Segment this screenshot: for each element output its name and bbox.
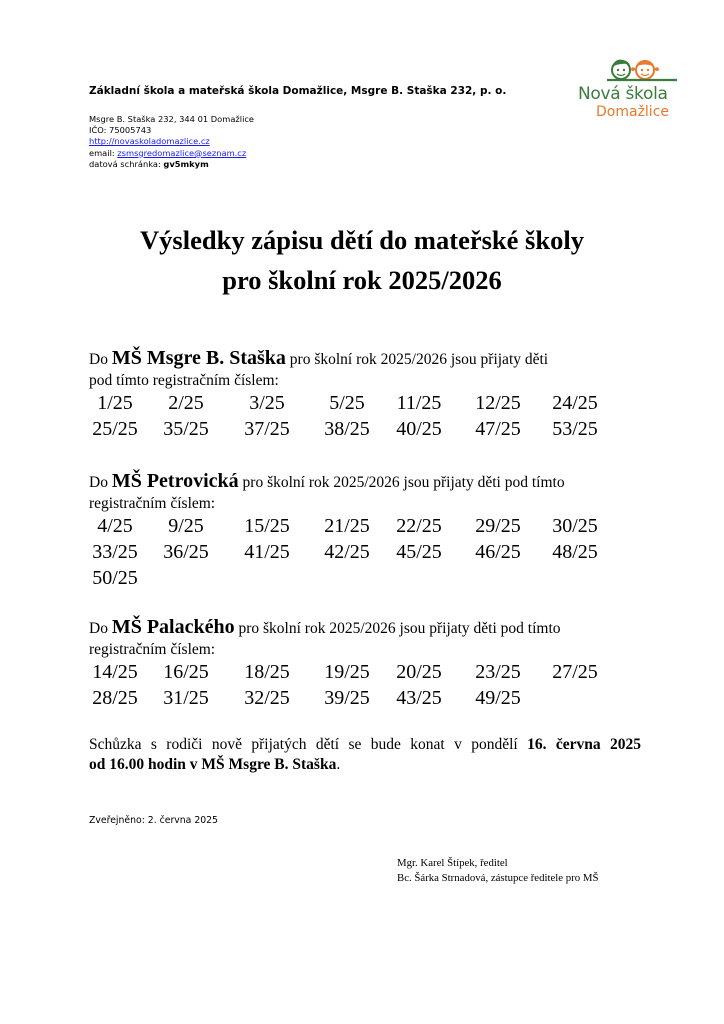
- registration-number: 28/25: [92, 687, 138, 709]
- web-link[interactable]: http://novaskoladomazlice.cz: [89, 136, 210, 147]
- registration-number: 33/25: [92, 541, 138, 563]
- registration-number: 1/25: [97, 392, 133, 414]
- registration-number: 48/25: [552, 541, 598, 563]
- registration-number: 22/25: [396, 515, 442, 537]
- registration-number: 40/25: [396, 418, 442, 440]
- page-title-line1: Výsledky zápisu dětí do mateřské školy: [140, 225, 584, 255]
- ico: IČO: 75005743: [89, 125, 152, 136]
- registration-number: 15/25: [244, 515, 290, 537]
- contact-block: [89, 114, 254, 170]
- registration-number: 42/25: [324, 541, 370, 563]
- kindergarten-name: MŠ Palackého: [111, 616, 235, 638]
- databox-label: datová schránka:: [89, 158, 164, 169]
- databox-line: [89, 159, 254, 170]
- registration-number: 16/25: [163, 661, 209, 683]
- email-label: email:: [89, 147, 118, 158]
- section-prefix: Do: [89, 474, 112, 491]
- registration-number: 3/25: [249, 392, 285, 414]
- logo-text-line2: Domažlice: [596, 104, 670, 120]
- meeting-text: Schůzka s rodiči nově přijatých dětí se bude konat v pondělí: [89, 736, 528, 753]
- kindergarten-name: MŠ Petrovická: [111, 470, 239, 492]
- registration-number: 38/25: [324, 418, 370, 440]
- registration-number: 35/25: [163, 418, 209, 440]
- registration-number: 41/25: [244, 541, 290, 563]
- section-intro-line1: [89, 616, 561, 639]
- registration-number: 23/25: [475, 661, 521, 683]
- registration-number: 43/25: [396, 687, 442, 709]
- registration-number: 18/25: [244, 661, 290, 683]
- section-intro-line1: [89, 470, 565, 493]
- meeting-date: 16. června 2025: [527, 736, 641, 753]
- section-intro-line2: pod tímto registračním číslem:: [89, 372, 279, 389]
- registration-number: 5/25: [329, 392, 365, 414]
- registration-number: 53/25: [552, 418, 598, 440]
- registration-number: 11/25: [396, 392, 442, 414]
- signature-deputy: Bc. Šárka Strnadová, zástupce ředitele pro MŠ: [397, 872, 599, 884]
- section-intro-rest: pro školní rok 2025/2026 jsou přijaty děti pod tímto: [234, 620, 561, 637]
- section-prefix: Do: [89, 620, 112, 637]
- email-line: [89, 148, 254, 159]
- registration-number: 30/25: [552, 515, 598, 537]
- registration-number: 9/25: [168, 515, 204, 537]
- registration-number: 25/25: [92, 418, 138, 440]
- registration-number: 32/25: [244, 687, 290, 709]
- meeting-end: .: [336, 756, 341, 773]
- page-title-line2: pro školní rok 2025/2026: [222, 265, 502, 295]
- registration-number: 4/25: [97, 515, 133, 537]
- meeting-line2: [89, 756, 340, 774]
- school-name: Základní škola a mateřská škola Domažlice, Msgre B. Staška 232, p. o.: [89, 85, 507, 97]
- registration-number: 20/25: [396, 661, 442, 683]
- registration-number: 12/25: [475, 392, 521, 414]
- kindergarten-name: MŠ Msgre B. Staška: [111, 347, 286, 369]
- address: Msgre B. Staška 232, 344 01 Domažlice: [89, 114, 255, 124]
- databox-id: gv5mkym: [163, 158, 209, 169]
- registration-number: 46/25: [475, 541, 521, 563]
- registration-number: 49/25: [475, 687, 521, 709]
- registration-number: 37/25: [244, 418, 290, 440]
- registration-number: 24/25: [552, 392, 598, 414]
- published-date: Zveřejněno: 2. června 2025: [89, 815, 218, 826]
- meeting-line1: [89, 734, 641, 756]
- registration-number: 47/25: [475, 418, 521, 440]
- email-link[interactable]: zsmsgredomazlice@seznam.cz: [117, 147, 247, 158]
- registration-number: 27/25: [552, 661, 598, 683]
- registration-number: 31/25: [163, 687, 209, 709]
- registration-number: 21/25: [324, 515, 370, 537]
- registration-number: 36/25: [163, 541, 209, 563]
- section-intro-line1: [89, 347, 548, 370]
- section-intro-line2: registračním číslem:: [89, 495, 216, 512]
- section-intro-rest: pro školní rok 2025/2026 jsou přijaty děti: [285, 351, 549, 368]
- registration-number: 45/25: [396, 541, 442, 563]
- signature-director: Mgr. Karel Štípek, ředitel: [397, 857, 508, 869]
- meeting-time-place: od 16.00 hodin v MŠ Msgre B. Staška: [89, 756, 337, 773]
- registration-number: 2/25: [168, 392, 204, 414]
- logo-text-line1: Nová škola: [578, 84, 668, 104]
- registration-number: 50/25: [92, 567, 138, 589]
- registration-number: 29/25: [475, 515, 521, 537]
- section-intro-line2: registračním číslem:: [89, 641, 216, 658]
- section-prefix: Do: [89, 351, 112, 368]
- registration-number: 19/25: [324, 661, 370, 683]
- registration-number: 14/25: [92, 661, 138, 683]
- registration-number: 39/25: [324, 687, 370, 709]
- section-intro-rest: pro školní rok 2025/2026 jsou přijaty děti pod tímto: [238, 474, 565, 491]
